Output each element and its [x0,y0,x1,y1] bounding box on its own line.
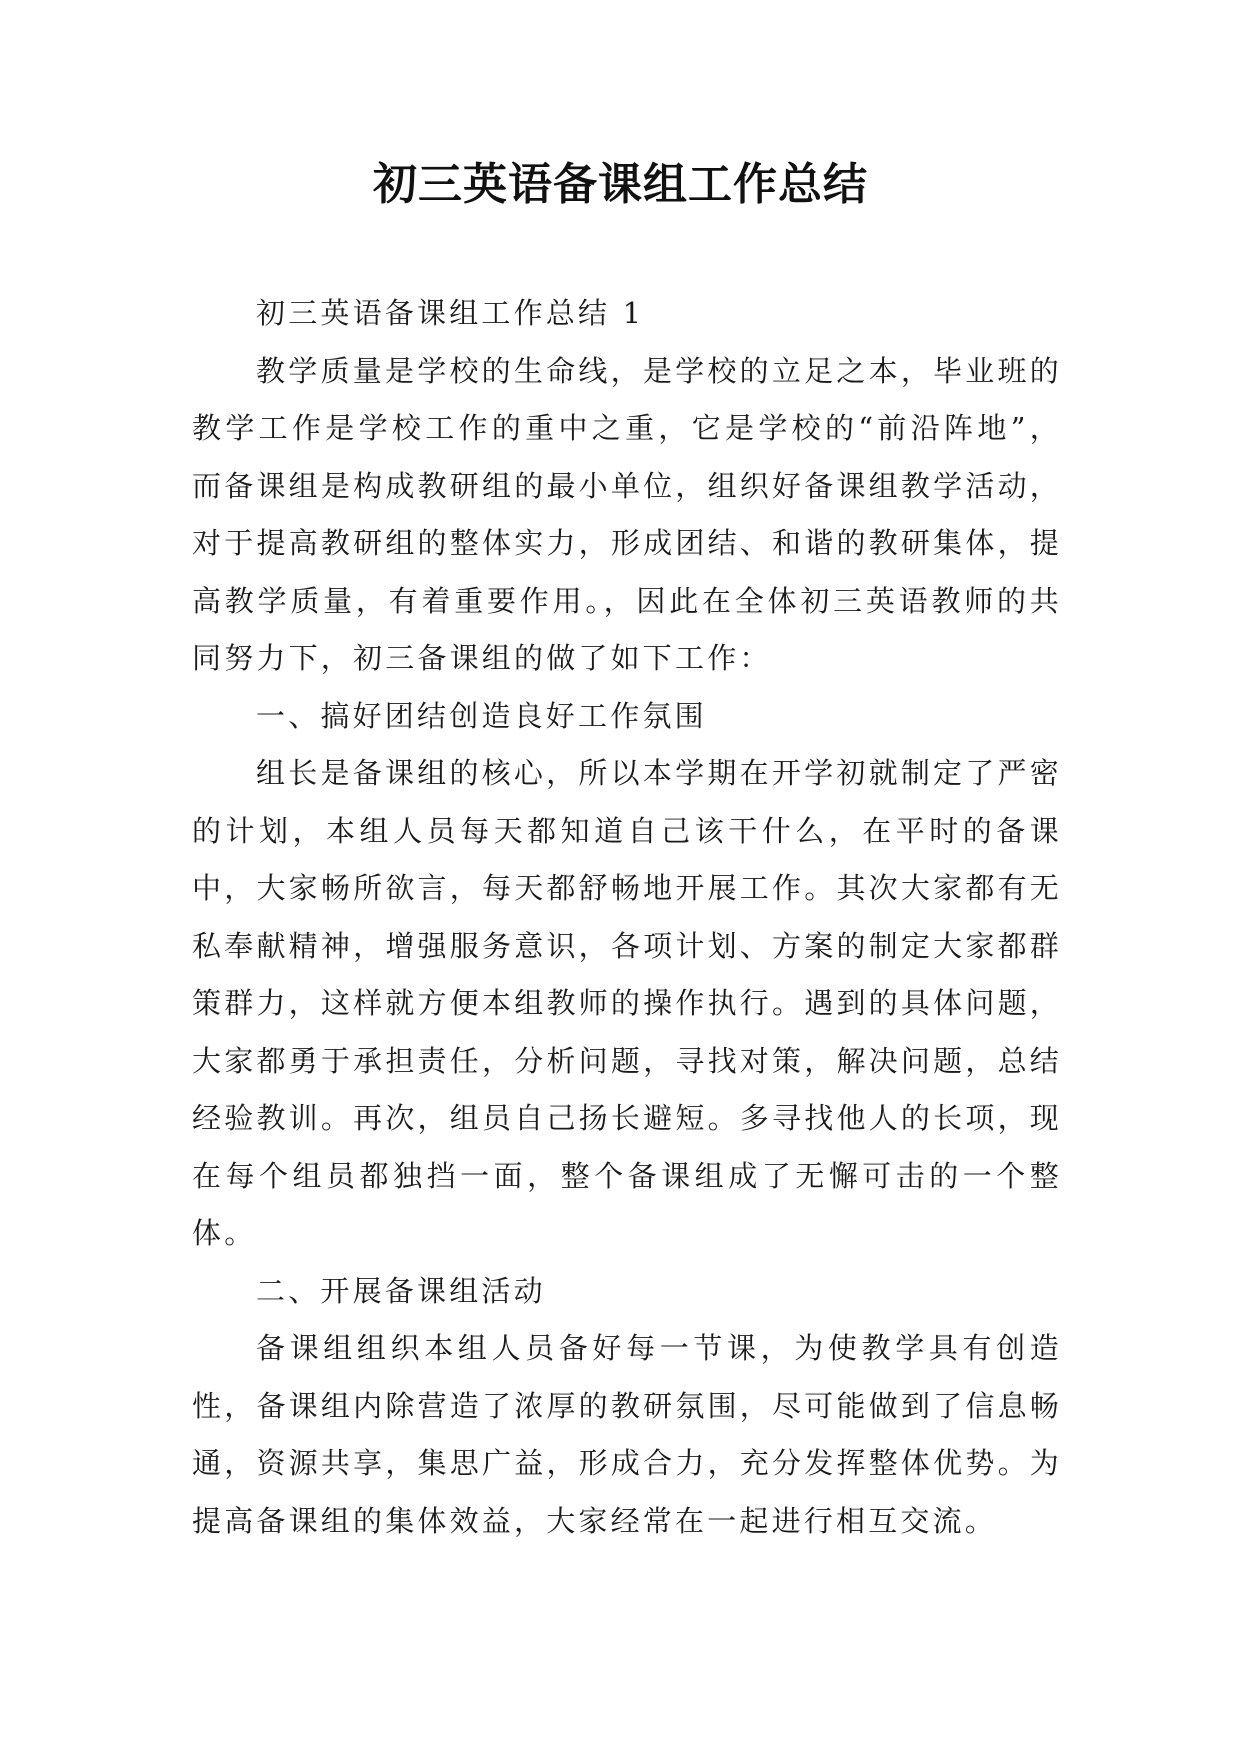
section-heading-2: 二、开展备课组活动 [256,1273,546,1308]
section-1-paragraph: 组长是备课组的核心，所以本学期在开学初就制定了严密的计划，本组人员每天都知道自己该干什么，在平时的备课中，大家畅所欲言，每天都舒畅地开展工作。其次大家都有无私奉献精神，增强服务意识，各项计划、方案的制定大家都群策群力，这样就方便本组教师的操作执行。遇到的具体问题，大家都勇于承担责任，分析问题，寻找对策，解决问题，总结经验教训。再次，组员自己扬长避短。多寻找他人的长项，现在每个组员都独挡一面，整个备课组成了无懈可击的一个整体。 [192,756,1062,1250]
section-heading-1: 一、搞好团结创造良好工作氛围 [256,698,707,733]
document-body [192,285,1062,1550]
document-title: 初三英语备课组工作总结 [373,159,868,210]
intro-paragraph: 教学质量是学校的生命线，是学校的立足之本，毕业班的教学工作是学校工作的重中之重，它是学校的“前沿阵地”，而备课组是构成教研组的最小单位，组织好备课组教学活动，对于提高教研组的整体实力，形成团结、和谐的教研集体，提高教学质量，有着重要作用。，因此在全体初三英语教师的共同努力下，初三备课组的做了如下工作： [192,353,1062,675]
subtitle-paragraph: 初三英语备课组工作总结 1 [256,296,645,330]
section-2-paragraph: 备课组组织本组人员备好每一节课，为使教学具有创造性，备课组内除营造了浓厚的教研氛围，尽可能做到了信息畅通，资源共享，集思广益，形成合力，充分发挥整体优势。为提高备课组的集体效益，大家经常在一起进行相互交流。 [192,1331,1062,1538]
